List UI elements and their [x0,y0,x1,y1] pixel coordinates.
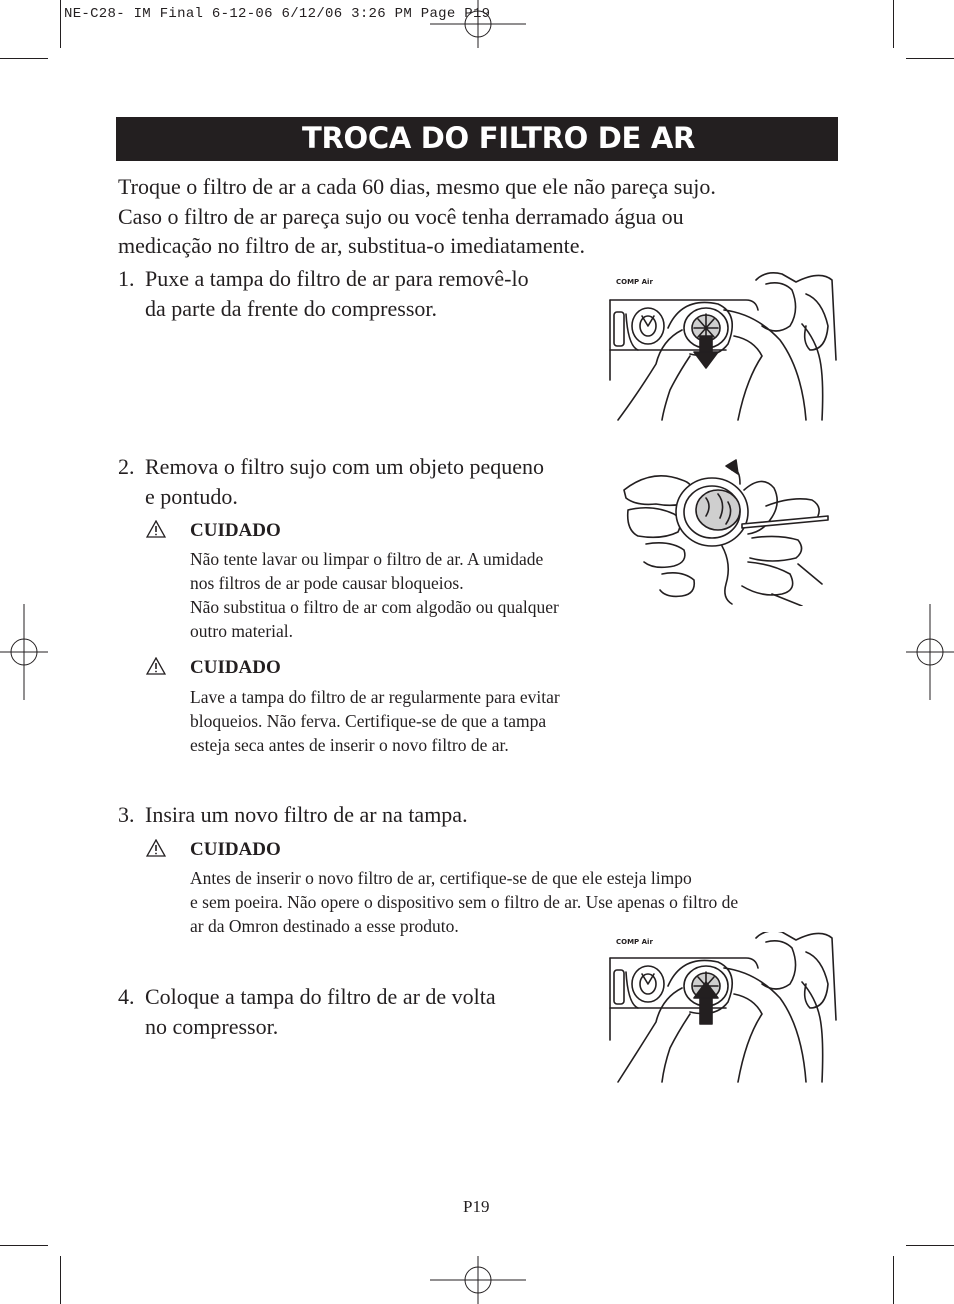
intro-line: Caso o filtro de ar pareça sujo ou você tenha derramado água ou [118,203,684,229]
step-number: 2. [118,454,135,479]
step-number: 4. [118,984,135,1009]
caution-line: Não tente lavar ou limpar o filtro de ar. A umidade [190,549,544,569]
caution-heading: CUIDADO [190,520,281,541]
crop-mark-icon [0,58,48,59]
step-line: da parte da frente do compressor. [145,295,437,321]
crop-mark-icon [60,1256,61,1304]
step-text [145,452,544,511]
intro-paragraph [118,172,818,261]
intro-line: Troque o filtro de ar a cada 60 dias, mesmo que ele não pareça sujo. [118,174,716,199]
crop-mark-icon [906,1245,954,1246]
caution-line: Não substitua o filtro de ar com algodão ou qualquer [190,597,559,617]
warning-triangle-icon [146,657,166,675]
caution-text [190,685,560,757]
caution-line: nos filtros de ar pode causar bloqueios. [190,573,464,593]
step-text [145,800,468,830]
step-1 [118,264,578,324]
print-slug: NE-C28- IM Final 6-12-06 6/12/06 3:26 PM Page P19 [64,6,491,22]
step-line: Puxe a tampa do filtro de ar para removê-lo [145,266,529,291]
registration-target-icon [430,0,526,50]
title-bar [116,117,838,161]
caution-heading: CUIDADO [190,657,281,678]
intro-line: medicação no filtro de ar, substitua-o imediatamente. [118,233,586,258]
step-number: 1. [118,266,135,291]
registration-target-icon [906,604,954,700]
caution-line: bloqueios. Não ferva. Certifique-se de que a tampa [190,711,547,731]
step-line: Remova o filtro sujo com um objeto pequeno [145,454,544,479]
registration-target-icon [0,604,48,700]
crop-mark-icon [893,1256,894,1304]
crop-mark-icon [0,1245,48,1246]
step-4 [118,982,558,1042]
step-number: 3. [118,802,135,827]
insert-filter-cap-illustration [606,932,838,1084]
step-2 [118,452,588,512]
crop-mark-icon [893,0,894,48]
remove-filter-cap-illustration [606,270,838,424]
caution-heading: CUIDADO [190,839,281,860]
step-text [145,982,496,1041]
step-text [145,264,529,323]
caution-line: esteja seca antes de inserir o novo filtro de ar. [190,735,509,755]
step-line: Insira um novo filtro de ar na tampa. [145,802,468,827]
step-line: e pontudo. [145,483,238,509]
caution-line: ar da Omron destinado a esse produto. [190,916,459,936]
registration-target-icon [430,1256,526,1304]
caution-line: e sem poeira. Não opere o dispositivo sem o filtro de ar. Use apenas o filtro de [190,892,739,912]
device-logo: COMP Air [616,278,653,286]
caution-line: Antes de inserir o novo filtro de ar, certifique-se de que ele esteja limpo [190,868,692,888]
crop-mark-icon [60,0,61,48]
page-title: TROCA DO FILTRO DE AR [302,121,696,155]
warning-triangle-icon [146,839,166,857]
caution-text [190,866,738,938]
step-3 [118,800,578,830]
step-line: Coloque a tampa do filtro de ar de volta [145,984,496,1009]
device-logo: COMP Air [616,938,653,946]
caution-line: outro material. [190,621,294,641]
crop-mark-icon [906,58,954,59]
warning-triangle-icon [146,520,166,538]
remove-dirty-filter-illustration [622,454,832,606]
page-number: P19 [463,1197,490,1216]
caution-line: Lave a tampa do filtro de ar regularmente para evitar [190,687,560,707]
step-line: no compressor. [145,1013,279,1039]
caution-text [190,547,559,643]
